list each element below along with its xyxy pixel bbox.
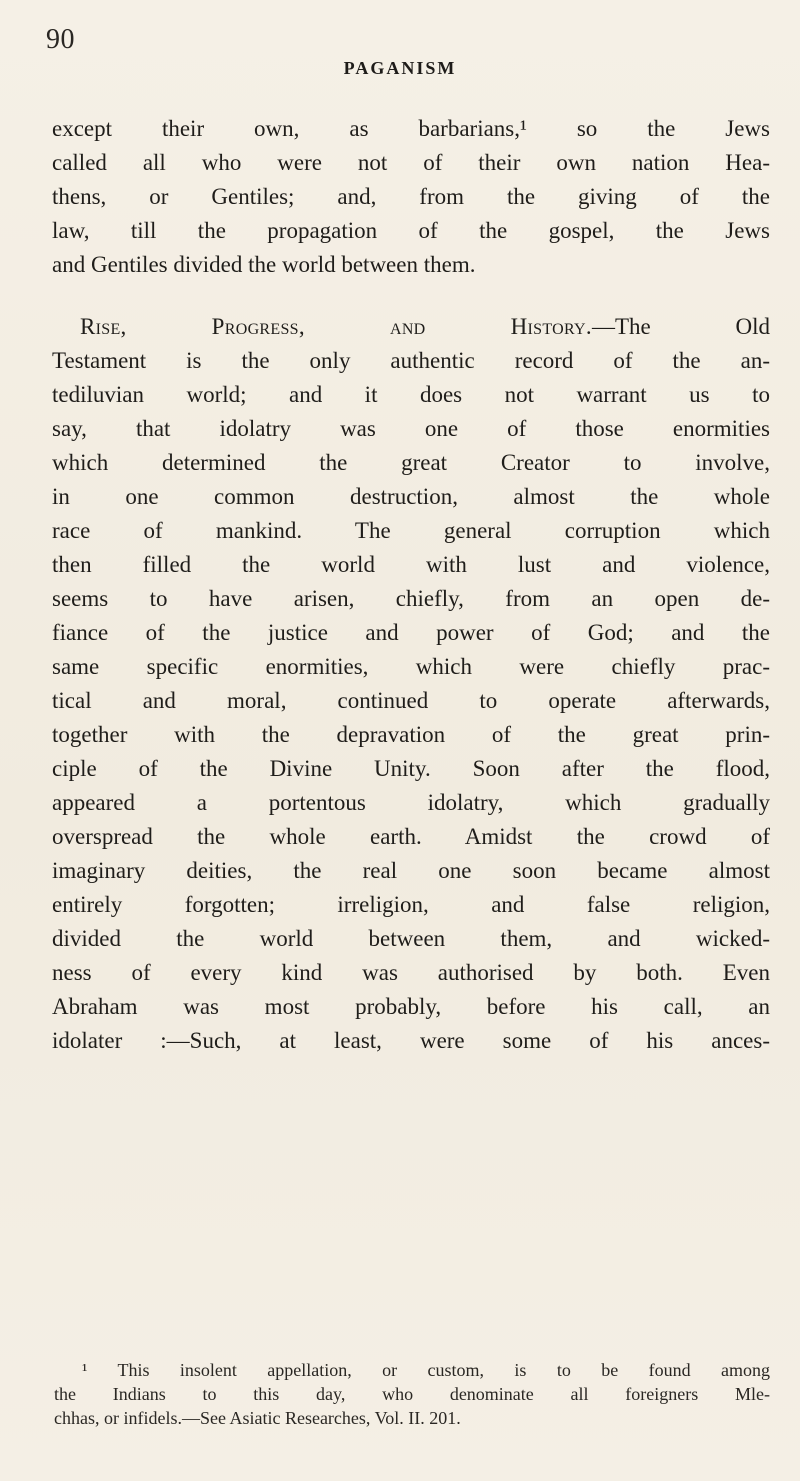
text-line: fiance of the justice and power of God; and the	[52, 620, 770, 645]
text-line: law, till the propagation of the gospel, the Jews	[52, 218, 770, 243]
footnote-line: ¹ This insolent appellation, or custom, is to be found among	[82, 1360, 770, 1380]
text-line: seems to have arisen, chiefly, from an open de-	[52, 586, 770, 611]
text-line: then filled the world with lust and violence,	[52, 552, 770, 577]
text-line: appeared a portentous idolatry, which gradually	[52, 790, 770, 815]
page-number: 90	[46, 24, 75, 55]
page-header	[46, 10, 754, 80]
text-line: thens, or Gentiles; and, from the giving of the	[52, 184, 770, 209]
text-line: tediluvian world; and it does not warrant us to	[52, 382, 770, 407]
footnote	[54, 1358, 770, 1430]
text-line: entirely forgotten; irreligion, and false religion,	[52, 892, 770, 917]
text-line: same specific enormities, which were chiefly prac-	[52, 654, 770, 679]
section-heading: Rise, Progress, and History.	[80, 314, 592, 339]
text-line: ciple of the Divine Unity. Soon after the flood,	[52, 756, 770, 781]
text-line: and Gentiles divided the world between them.	[52, 252, 476, 277]
text-line: say, that idolatry was one of those enormities	[52, 416, 770, 441]
text-line: tical and moral, continued to operate afterwards,	[52, 688, 770, 713]
running-head: PAGANISM	[343, 58, 457, 78]
text-line: which determined the great Creator to involve,	[52, 450, 770, 475]
text-line: ness of every kind was authorised by both. Even	[52, 960, 770, 985]
text-line-continuation: —The Old	[591, 314, 770, 339]
text-line: race of mankind. The general corruption which	[52, 518, 770, 543]
text-line: together with the depravation of the great prin-	[52, 722, 770, 747]
text-line: except their own, as barbarians,¹ so the Jews	[52, 116, 770, 141]
paragraph-gap	[52, 282, 770, 310]
footnote-line: chhas, or infidels.—See Asiatic Researches, Vol. II. 201.	[54, 1408, 461, 1428]
text-line: overspread the whole earth. Amidst the crowd of	[52, 824, 770, 849]
text-line: Abraham was most probably, before his call, an	[52, 994, 770, 1019]
text-line: called all who were not of their own nation Hea-	[52, 150, 770, 175]
footnote-line: the Indians to this day, who denominate all foreigners Mle-	[54, 1384, 770, 1404]
text-line: divided the world between them, and wicked-	[52, 926, 770, 951]
text-line: Testament is the only authentic record of the an-	[52, 348, 770, 373]
body-text	[52, 112, 770, 1058]
text-line: idolater :—Such, at least, were some of his ances-	[52, 1028, 770, 1053]
section-heading-line	[52, 310, 770, 344]
text-line: imaginary deities, the real one soon became almost	[52, 858, 770, 883]
text-line: in one common destruction, almost the whole	[52, 484, 770, 509]
